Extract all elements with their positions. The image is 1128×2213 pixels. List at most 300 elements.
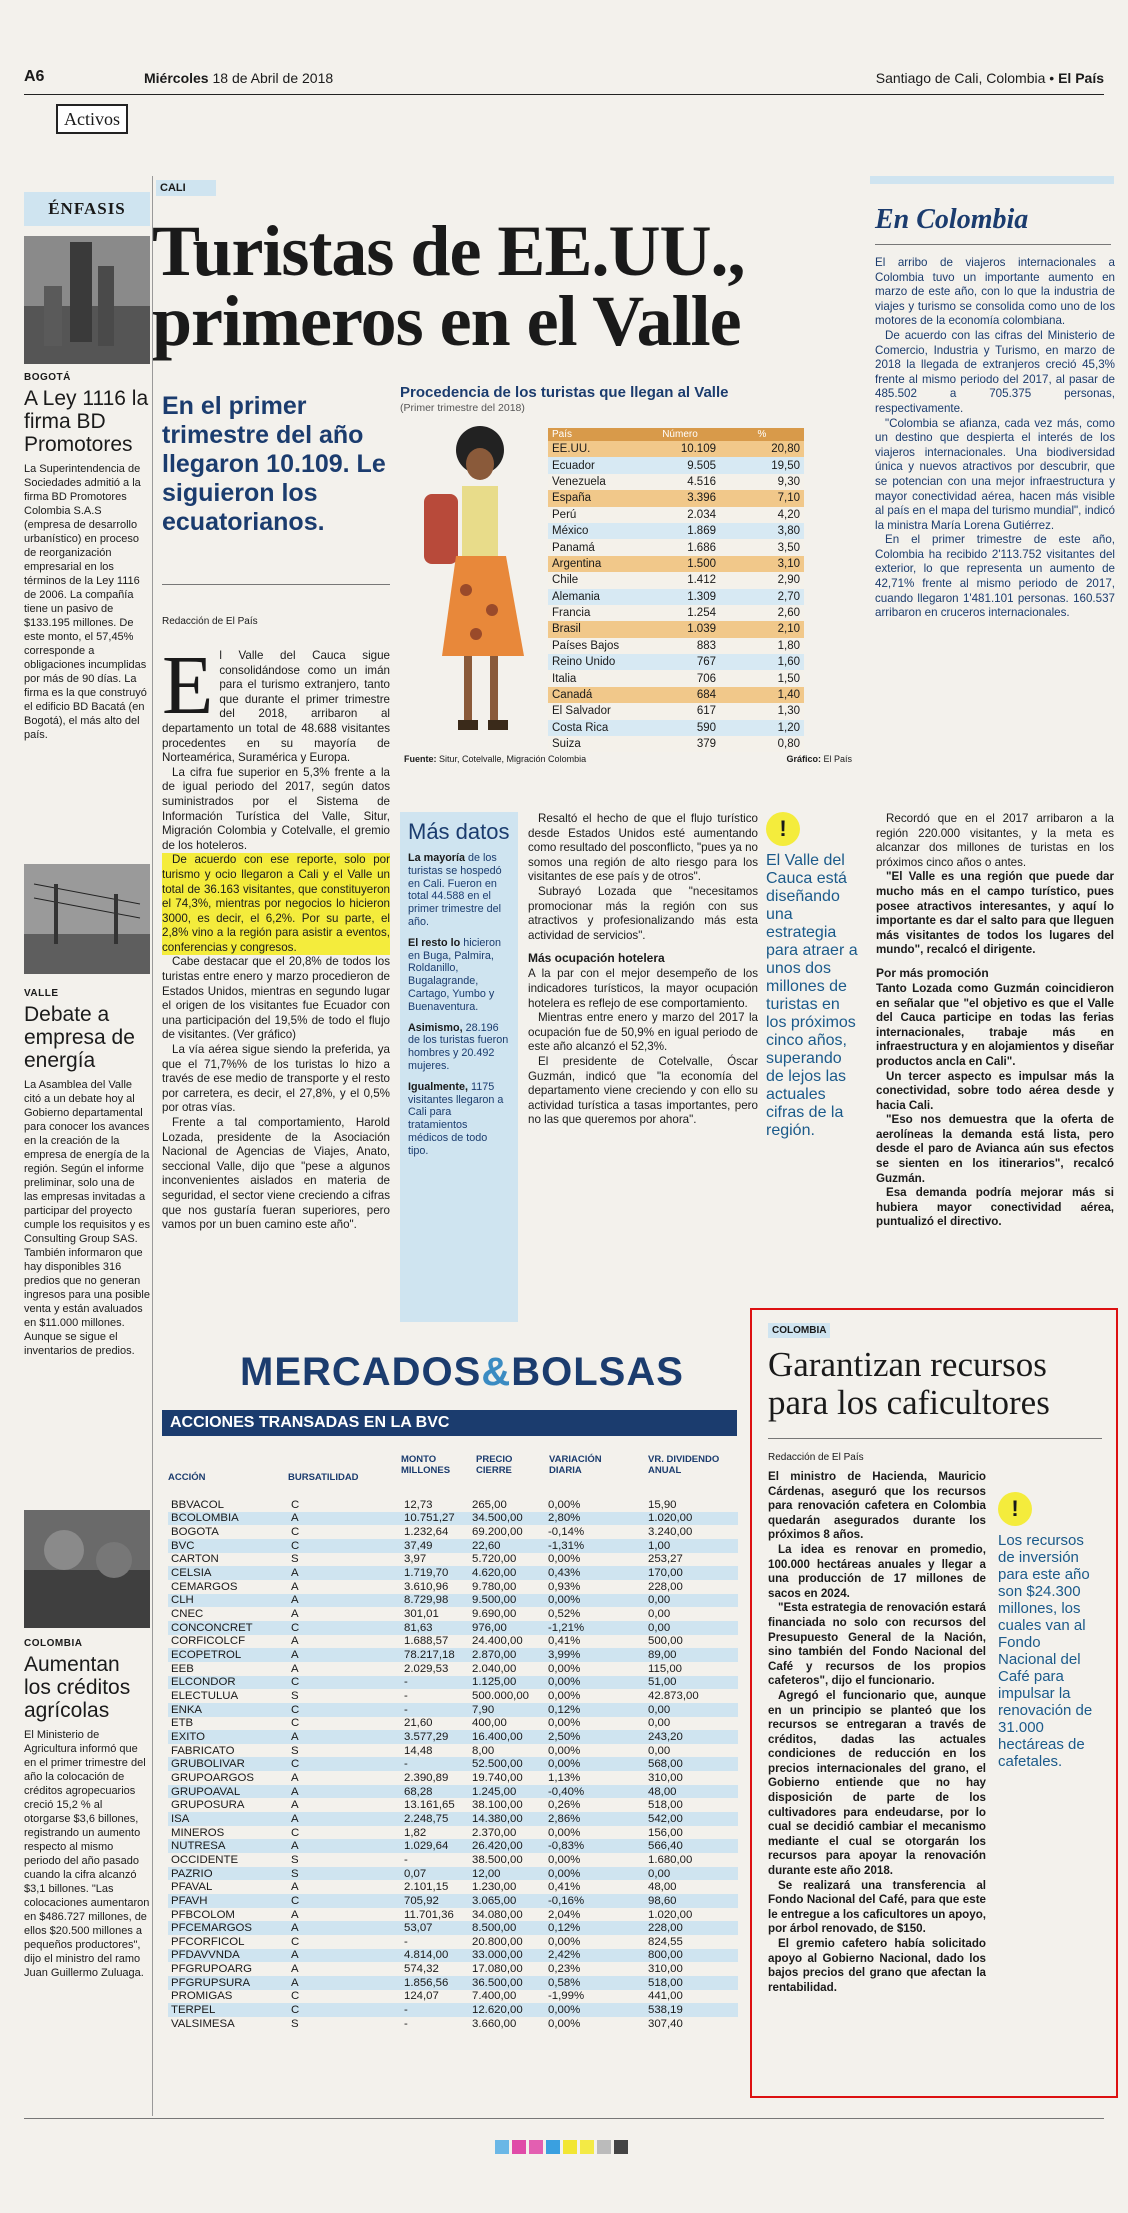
percent-cell: 1,50 (720, 670, 804, 686)
liquidity-cell: S (291, 1690, 299, 1703)
cafe-byline: Redacción de El País (768, 1452, 864, 1463)
cafe-quote (998, 1492, 1102, 1770)
amount-cell: 1.232,64 (404, 1526, 449, 1539)
number-cell: 9.505 (640, 457, 720, 473)
country-cell: Ecuador (548, 457, 640, 473)
stock-cell: TERPEL (168, 2003, 288, 2017)
amount-cell: 1.856,56 (401, 1976, 469, 1990)
liquidity-cell: S (291, 1553, 299, 1566)
dividend-cell: 42.873,00 (648, 1690, 699, 1703)
table-row (168, 1935, 738, 1949)
number-cell: 883 (640, 638, 720, 654)
amount-cell: - (401, 2003, 469, 2017)
country-cell: Reino Unido (548, 654, 640, 670)
drop-cap: E (162, 639, 214, 732)
change-cell: 0,00% (548, 1498, 581, 1511)
country-cell: Países Bajos (548, 638, 640, 654)
liquidity-cell: A (291, 1908, 299, 1921)
dividend-cell: 566,40 (645, 1839, 738, 1853)
liquidity-cell: A (291, 1963, 299, 1976)
price-cell: 1.125,00 (469, 1676, 545, 1690)
stock-cell: CNEC (171, 1608, 204, 1621)
credit-label: Gráfico: (786, 754, 821, 764)
amount-cell: 3.577,29 (401, 1730, 469, 1744)
stock-cell: ELCONDOR (168, 1676, 288, 1690)
dividend-cell: 1.020,00 (645, 1512, 738, 1526)
number-cell: 1.039 (640, 621, 720, 637)
cafe-story-box (750, 1308, 1118, 2098)
liquidity-cell: C (291, 1526, 300, 1539)
price-cell: 1.230,00 (472, 1881, 517, 1894)
price-cell: 36.500,00 (469, 1976, 545, 1990)
table-row (168, 1771, 738, 1785)
number-cell: 2.034 (640, 507, 720, 523)
country-cell: España (548, 490, 640, 506)
liquidity-cell: A (291, 1771, 299, 1784)
change-cell: -0,40% (545, 1785, 645, 1799)
para: Cabe destacar que el 20,8% de todos los turistas entre enero y marzo procedieron de Estados Unidos, mientras en segundo lugar el origen de los visitantes fue Ecuador con una participación del 19,5% de todo el flujo de visitantes. (Ver gráfico) (162, 955, 390, 1042)
liquidity-cell: A (288, 1594, 401, 1608)
price-cell: 2.370,00 (472, 1826, 517, 1839)
para: Un tercer aspecto es impulsar más la conectividad, sobre todo aérea desde y hacia Cali. (876, 1069, 1114, 1112)
amount-cell: 13.161,65 (404, 1799, 455, 1812)
table-row (168, 2003, 738, 2017)
pull-quote-text: El Valle del Cauca está diseñando una estrategia para atraer a unos dos millones de turistas en los próximos cinco años, superando de lejos las actuales cifras de la región. (766, 852, 858, 1139)
story-kicker: VALLE (24, 988, 59, 999)
country-cell: Venezuela (548, 474, 640, 490)
dividend-cell: 542,00 (645, 1812, 738, 1826)
price-cell: 12,00 (469, 1867, 545, 1881)
table-header (548, 428, 804, 441)
number-cell: 379 (640, 736, 720, 752)
cafe-rule (768, 1438, 1102, 1439)
dividend-cell: 441,00 (648, 1990, 683, 2003)
percent-cell: 3,80 (720, 523, 804, 539)
change-cell: 0,00% (545, 2003, 645, 2017)
country-cell: Canadá (548, 687, 640, 703)
amount-cell: 53,07 (401, 1921, 469, 1935)
country-cell: Francia (548, 605, 640, 621)
swatch-icon (614, 2140, 628, 2154)
number-cell: 3.396 (640, 490, 720, 506)
article-deck: En el primer trimestre del año llegaron 10.109. Le siguieron los ecuatorianos. (162, 392, 386, 536)
article-col-2 (528, 812, 758, 1128)
table-row (168, 1676, 738, 1690)
issue-day: Miércoles (144, 70, 209, 86)
change-cell: 2,04% (548, 1908, 581, 1921)
article-byline: Redacción de El País (162, 616, 258, 627)
liquidity-cell: A (291, 1662, 299, 1675)
percent-cell: 2,90 (720, 572, 804, 588)
amount-cell: - (401, 1676, 469, 1690)
amount-cell: 2.390,89 (404, 1771, 449, 1784)
fact-item (408, 1081, 510, 1158)
para: La idea es renovar en promedio, 100.000 hectáreas anuales y llegar a una producción de 17 millones de sacos en 2024. (768, 1542, 986, 1600)
change-cell: 0,00% (548, 1717, 581, 1730)
stock-cell: CLH (168, 1594, 288, 1608)
change-cell: 0,00% (548, 1826, 581, 1839)
table-row (168, 1580, 738, 1594)
dividend-cell: 0,00 (648, 1608, 671, 1621)
price-cell: 4.620,00 (469, 1566, 545, 1580)
percent-cell: 19,50 (720, 457, 804, 473)
table-row (548, 654, 804, 670)
fact-lead: El resto lo (408, 936, 461, 949)
stock-cell: ELECTULUA (171, 1690, 239, 1703)
exclamation-icon: ! (766, 812, 800, 846)
fact-item (408, 1022, 510, 1073)
tourist-origin-graphic (400, 384, 860, 784)
liquidity-cell: A (288, 1730, 401, 1744)
story-kicker: BOGOTÁ (24, 372, 71, 383)
fact-item (408, 937, 510, 1014)
percent-cell: 20,80 (720, 441, 804, 457)
stock-cell: ETB (171, 1717, 194, 1730)
change-cell: 0,00% (548, 1553, 581, 1566)
percent-cell: 2,60 (720, 605, 804, 621)
table-row (168, 1553, 738, 1567)
table-row (168, 1689, 738, 1703)
dividend-cell: 0,00 (648, 1744, 671, 1757)
fact-lead: La mayoría (408, 852, 466, 864)
liquidity-cell: A (291, 1608, 299, 1621)
change-cell: 0,00% (545, 1594, 645, 1608)
table-row (168, 1757, 738, 1771)
number-cell: 1.500 (640, 556, 720, 572)
table-row (548, 507, 804, 523)
graphic-subtitle: (Primer trimestre del 2018) (400, 402, 525, 414)
liquidity-cell: C (288, 1703, 401, 1717)
amount-cell: 14,48 (404, 1744, 433, 1757)
en-colombia-box (875, 204, 1115, 621)
price-cell: 34.080,00 (472, 1908, 523, 1921)
fact-lead: Igualmente, (408, 1080, 468, 1093)
bvc-col: BURSATILIDAD (288, 1472, 359, 1483)
article-title: Turistas de EE.UU., primeros en el Valle (152, 211, 745, 361)
story-kicker: COLOMBIA (24, 1638, 83, 1649)
deck-rule (162, 584, 390, 585)
amount-cell: 0,07 (401, 1867, 469, 1881)
liquidity-cell: C (291, 1826, 300, 1839)
para: Frente a tal comportamiento, Harold Lozada, presidente de la Asociación Nacional de Agencias de Viajes, Anato, seccional Valle, dijo que "pese a algunos inconvenientes aislados en materia de seguridad, el sector viene creciendo a cifras que nos gustaría fueran superiores, pero vamos por un buen camino este año". (162, 1116, 390, 1232)
amount-cell: - (404, 2017, 408, 2030)
price-cell: 5.720,00 (472, 1553, 517, 1566)
graphic-credit (786, 754, 852, 764)
amount-cell: 11.701,36 (404, 1908, 454, 1921)
price-cell: 52.500,00 (469, 1757, 545, 1771)
table-row (168, 1594, 738, 1608)
table-row (168, 1607, 738, 1621)
para: "Colombia se afianza, cada vez más, como un destino que despierta el interés de los viajeros internacionales. Una biodiversidad única y nuevos atractivos por descubrir, que se potencian con una mejor infraestructura y mayor conectividad aérea, hacen más visible al país en el mapa del turismo mundial", indicó la ministra María Lorena Gutiérrez. (875, 416, 1115, 532)
col-number: Número (640, 428, 720, 441)
article-tag: CALI (156, 180, 216, 196)
price-cell: 24.400,00 (472, 1635, 523, 1648)
stock-cell: OCCIDENTE (171, 1853, 239, 1866)
building-photo-icon (24, 236, 150, 364)
dividend-cell: 0,00 (648, 1717, 671, 1730)
liquidity-cell: A (291, 1799, 299, 1812)
dividend-cell: 156,00 (648, 1826, 683, 1839)
dividend-cell: 3.240,00 (648, 1526, 693, 1539)
stock-cell: GRUPOAVAL (168, 1785, 288, 1799)
tourist-origin-table (548, 428, 804, 752)
dividend-cell: 800,00 (645, 1949, 738, 1963)
change-cell: -0,14% (548, 1526, 585, 1539)
table-row (168, 1744, 738, 1758)
para: La vía aérea sigue siendo la preferida, ya que el 71,7%% de los turistas lo hizo a través de ese medio de transporte y el resto por carretera, es decir, el 27,8%, y el 0,5% por otras vías. (162, 1043, 390, 1115)
liquidity-cell: A (288, 1976, 401, 1990)
para: En el primer trimestre de este año, Colombia ha recibido 2'113.752 visitantes del exterior, lo que representa un aumento de 42,71% frente al mismo periodo de 2017, cuando llegaron 1'481.101 personas. 160.537 arribaron en cruceros internacionales. (875, 533, 1115, 620)
liquidity-cell: C (288, 1539, 401, 1553)
table-row (548, 736, 804, 752)
location-text: Santiago de Cali, Colombia (875, 70, 1046, 86)
dividend-cell: 228,00 (648, 1580, 683, 1593)
dividend-cell: 170,00 (645, 1566, 738, 1580)
table-row (548, 572, 804, 588)
table-row (168, 1785, 738, 1799)
mas-datos-box (400, 812, 518, 1322)
country-cell: Argentina (548, 556, 640, 572)
stock-cell: PFAVH (168, 1894, 288, 1908)
issue-date (144, 70, 333, 86)
dividend-cell: 310,00 (648, 1771, 683, 1784)
brand-name: El País (1058, 70, 1104, 86)
en-colombia-title: En Colombia (875, 204, 1029, 235)
sidebar-story-valle (24, 988, 150, 1358)
swatch-icon (546, 2140, 560, 2154)
price-cell: 9.690,00 (472, 1608, 517, 1621)
liquidity-cell: C (291, 1498, 300, 1511)
table-row (168, 1853, 738, 1867)
col-percent: % (720, 428, 804, 441)
price-cell: 400,00 (472, 1717, 507, 1730)
stock-cell: GRUPOARGOS (171, 1771, 254, 1784)
dividend-cell: 98,60 (645, 1894, 738, 1908)
price-cell: 38.100,00 (472, 1799, 523, 1812)
stock-cell: PFGRUPSURA (168, 1976, 288, 1990)
price-cell: 3.065,00 (469, 1894, 545, 1908)
price-cell: 8.500,00 (469, 1921, 545, 1935)
subhead: Más ocupación hotelera (528, 951, 665, 966)
amount-cell: 1.688,57 (404, 1635, 449, 1648)
percent-cell: 1,30 (720, 703, 804, 719)
farm-photo-icon (24, 1510, 150, 1628)
table-row (548, 605, 804, 621)
number-cell: 4.516 (640, 474, 720, 490)
change-cell: 0,00% (545, 1757, 645, 1771)
table-row (168, 1512, 738, 1526)
liquidity-cell: A (288, 1812, 401, 1826)
enfasis-label: ÉNFASIS (24, 192, 150, 226)
price-cell: 2.870,00 (469, 1648, 545, 1662)
amount-cell: 78.217,18 (401, 1648, 469, 1662)
power-lines-photo-icon (24, 864, 150, 974)
liquidity-cell: C (288, 1894, 401, 1908)
change-cell: -0,83% (545, 1839, 645, 1853)
header-rule (24, 94, 1104, 95)
table-row (548, 687, 804, 703)
table-row (168, 1908, 738, 1922)
price-cell: 7,90 (469, 1703, 545, 1717)
stock-cell: NUTRESA (168, 1839, 288, 1853)
price-cell: 69.200,00 (472, 1526, 523, 1539)
stock-cell: PFCEMARGOS (168, 1921, 288, 1935)
stock-cell: ENKA (168, 1703, 288, 1717)
table-row (168, 1662, 738, 1676)
stock-cell: ECOPETROL (168, 1648, 288, 1662)
price-cell: 7.400,00 (472, 1990, 517, 2003)
exclamation-icon: ! (998, 1492, 1032, 1526)
liquidity-cell: C (288, 1676, 401, 1690)
amount-cell: - (404, 1690, 408, 1703)
stock-cell: VALSIMESA (171, 2017, 235, 2030)
liquidity-cell: A (291, 1580, 299, 1593)
price-cell: 34.500,00 (469, 1512, 545, 1526)
section-label: Activos (56, 104, 128, 134)
para: Resaltó el hecho de que el flujo turístico desde Estados Unidos esté aumentando como resultado del posconflicto, "pues ya no somos una región de alto riesgo para los visitantes de ese país y de otros". (528, 812, 758, 884)
bvc-col: ACCIÓN (168, 1472, 206, 1483)
dividend-cell: 1,00 (645, 1539, 738, 1553)
table-row (168, 2017, 738, 2031)
para: Se realizará una transferencia al Fondo Nacional del Café, para que este le entregue a los caficultores un apoyo, por árbol renovado, de $150. (768, 1878, 986, 1936)
story-headline: Debate a empresa de energía (24, 1003, 135, 1072)
amount-cell: 705,92 (401, 1894, 469, 1908)
fact-text: 28.196 de los turistas fueron hombres y 20.492 mujeres. (408, 1021, 509, 1072)
dividend-cell: 500,00 (648, 1635, 683, 1648)
amount-cell: 574,32 (404, 1963, 439, 1976)
table-row (168, 1525, 738, 1539)
dividend-cell: 0,00 (645, 1703, 738, 1717)
country-cell: Brasil (548, 621, 640, 637)
dividend-cell: 15,90 (648, 1498, 677, 1511)
dividend-cell: 0,00 (645, 1867, 738, 1881)
amount-cell: 8.729,98 (401, 1594, 469, 1608)
table-row (168, 1717, 738, 1731)
percent-cell: 0,80 (720, 736, 804, 752)
stock-cell: FABRICATO (171, 1744, 235, 1757)
table-row (168, 1812, 738, 1826)
stock-cell: EXITO (168, 1730, 288, 1744)
number-cell: 590 (640, 720, 720, 736)
sidebar-divider (152, 176, 153, 2116)
bvc-col: MONTO MILLONES (401, 1454, 451, 1476)
table-row (168, 1867, 738, 1881)
encolombia-bar (870, 176, 1114, 184)
cafe-tag: COLOMBIA (768, 1323, 830, 1338)
amount-cell: 3.610,96 (404, 1580, 449, 1593)
table-row (548, 490, 804, 506)
fact-text: de los turistas se hospedó en Cali. Fueron en total 44.588 en el primer trimestre del año. (408, 852, 502, 928)
para: Mientras entre enero y marzo del 2017 la ocupación fue de 50,9% en igual periodo de este año alcanzó el 52,3%. (528, 1011, 758, 1054)
change-cell: 0,41% (548, 1635, 581, 1648)
stock-cell: ISA (168, 1812, 288, 1826)
liquidity-cell: C (291, 1935, 300, 1948)
change-cell: 0,00% (548, 1744, 581, 1757)
price-cell: 19.740,00 (472, 1771, 523, 1784)
amount-cell: 3,97 (404, 1553, 427, 1566)
swatch-icon (563, 2140, 577, 2154)
country-cell: Chile (548, 572, 640, 588)
price-cell: 500.000,00 (472, 1690, 530, 1703)
encol-rule (875, 244, 1111, 245)
price-cell: 22,60 (469, 1539, 545, 1553)
fact-text: 1175 visitantes llegaron a Cali para tratamientos médicos de todo tipo. (408, 1080, 504, 1157)
liquidity-cell: S (288, 1867, 401, 1881)
table-row (168, 1880, 738, 1894)
stock-cell: GRUBOLIVAR (168, 1757, 288, 1771)
change-cell: 2,80% (545, 1512, 645, 1526)
table-row (168, 1894, 738, 1908)
price-cell: 17.080,00 (472, 1963, 523, 1976)
table-row (168, 1949, 738, 1963)
change-cell: -0,16% (545, 1894, 645, 1908)
stock-cell: CARTON (171, 1553, 219, 1566)
swatch-icon (495, 2140, 509, 2154)
dividend-cell: 310,00 (648, 1963, 683, 1976)
change-cell: 0,26% (548, 1799, 581, 1812)
table-row (548, 457, 804, 473)
table-row (168, 1648, 738, 1662)
change-cell: 2,50% (545, 1730, 645, 1744)
price-cell: 9.780,00 (472, 1580, 517, 1593)
stock-cell: BCOLOMBIA (168, 1512, 288, 1526)
table-row (168, 1566, 738, 1580)
table-row (168, 1976, 738, 1990)
table-row (168, 1730, 738, 1744)
stock-cell: BVC (168, 1539, 288, 1553)
table-row (168, 1962, 738, 1976)
cafe-tag-wrap (768, 1320, 830, 1338)
table-row (168, 1798, 738, 1812)
percent-cell: 1,60 (720, 654, 804, 670)
number-cell: 706 (640, 670, 720, 686)
country-cell: Italia (548, 670, 640, 686)
liquidity-cell: C (291, 1717, 300, 1730)
amount-cell: 21,60 (404, 1717, 433, 1730)
number-cell: 1.309 (640, 589, 720, 605)
change-cell: 0,41% (548, 1881, 581, 1894)
table-row (548, 670, 804, 686)
dividend-cell: 518,00 (645, 1976, 738, 1990)
number-cell: 1.686 (640, 539, 720, 555)
change-cell: 0,12% (545, 1703, 645, 1717)
dividend-cell: 0,00 (645, 1594, 738, 1608)
price-cell: 1.245,00 (469, 1785, 545, 1799)
dividend-cell: 307,40 (648, 2017, 683, 2030)
para: "El Valle es una región que puede dar mucho más en el campo turístico, pues posee atractivos interesantes, y aquí lo importante es dar el salto para que lleguen más visitantes de todos los lugares del mundo", recalcó el dirigente. (876, 870, 1114, 957)
dividend-cell: 824,55 (648, 1935, 683, 1948)
dividend-cell: 48,00 (645, 1785, 738, 1799)
para: Tanto Lozada como Guzmán coincidieron en señalar que "el objetivo es que el Valle del Cauca participe en todas las ferias internacionales, trabaje más en infraestructura y en alojamientos y diseñar productos ancla en Cali". (876, 981, 1114, 1068)
page-header (24, 64, 1104, 92)
para: El arribo de viajeros internacionales a Colombia tuvo un importante aumento en marzo de este año, con lo que la industria de viajes y turismo se consolida como uno de los motores de la economía colombiana. (875, 256, 1115, 328)
bvc-col: PRECIO CIERRE (476, 1454, 513, 1476)
article-col-4 (876, 812, 1114, 1230)
bvc-bar: ACCIONES TRANSADAS EN LA BVC (162, 1410, 737, 1436)
dividend-cell: 228,00 (645, 1921, 738, 1935)
percent-cell: 2,70 (720, 589, 804, 605)
liquidity-cell: A (291, 1635, 299, 1648)
stock-cell: PFGRUPOARG (171, 1963, 253, 1976)
percent-cell: 1,80 (720, 638, 804, 654)
stock-cell: PAZRIO (168, 1867, 288, 1881)
para: Recordó que en el 2017 arribaron a la región 220.000 visitantes, y la meta es alcanzar dos millones de turistas en los próximos cinco años o antes. (876, 812, 1114, 869)
table-row (548, 539, 804, 555)
table-row (168, 1498, 738, 1512)
price-cell: 16.400,00 (469, 1730, 545, 1744)
change-cell: -1,31% (545, 1539, 645, 1553)
swatch-icon (597, 2140, 611, 2154)
